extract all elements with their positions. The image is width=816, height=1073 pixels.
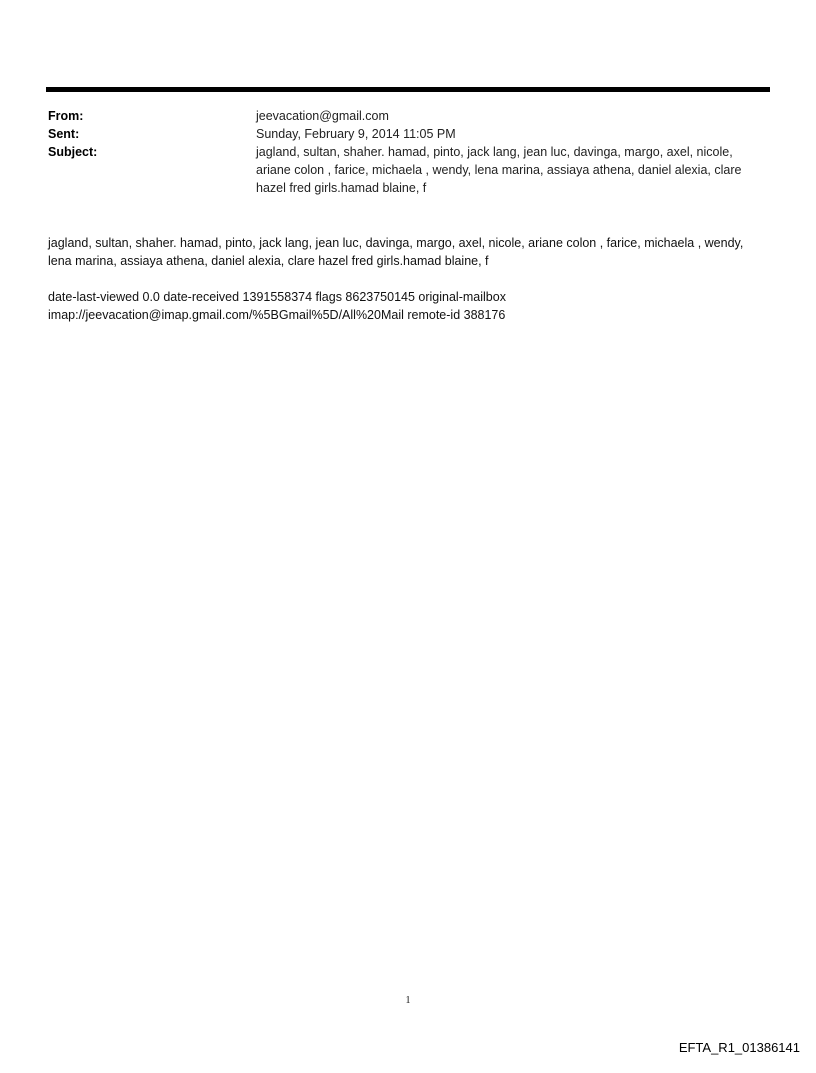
subject-label: Subject: bbox=[48, 145, 98, 159]
sent-value: Sunday, February 9, 2014 11:05 PM bbox=[256, 127, 456, 141]
from-row bbox=[48, 107, 768, 125]
sent-label: Sent: bbox=[48, 127, 80, 141]
from-value: jeevacation@gmail.com bbox=[256, 109, 389, 123]
from-label: From: bbox=[48, 109, 84, 123]
document-id: EFTA_R1_01386141 bbox=[678, 1040, 800, 1055]
sent-row bbox=[48, 125, 768, 143]
subject-row bbox=[48, 143, 768, 197]
page-number: 1 bbox=[405, 995, 411, 1006]
email-header bbox=[48, 107, 768, 197]
header-divider-rule bbox=[46, 87, 770, 92]
email-body: jagland, sultan, shaher. hamad, pinto, jack lang, jean luc, davinga, margo, axel, nicole, ariane colon , farice, michaela , wendy, lena marina, assiaya athena, daniel alexia, clare hazel fred girls.hamad blaine, f bbox=[48, 236, 744, 268]
email-metadata: date-last-viewed 0.0 date-received 1391558374 flags 8623750145 original-mailbox imap://jeevacation@imap.gmail.com/%5BGmail%5D/All%20Mail remote-id 388176 bbox=[48, 290, 506, 322]
subject-value: jagland, sultan, shaher. hamad, pinto, jack lang, jean luc, davinga, margo, axel, nicole, ariane colon , farice, michaela , wendy, lena marina, assiaya athena, daniel alexia, clare hazel fred girls.hamad blaine, f bbox=[256, 145, 742, 195]
